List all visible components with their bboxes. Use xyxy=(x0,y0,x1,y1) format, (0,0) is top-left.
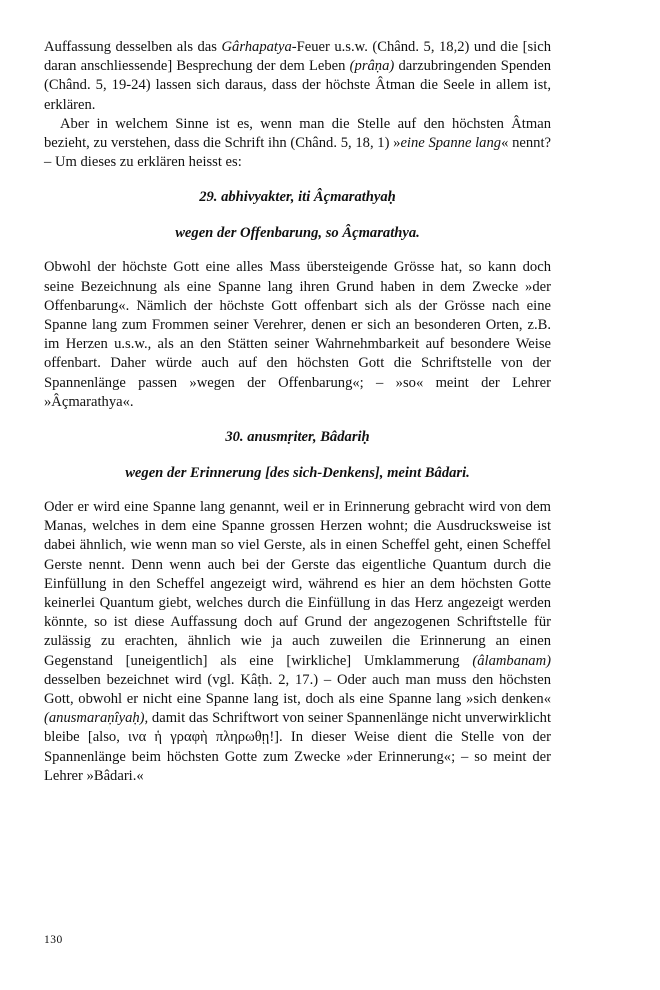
page-body xyxy=(44,38,551,786)
commentary-30 xyxy=(44,498,551,786)
italic-term: (prâṇa) xyxy=(349,58,395,75)
sutra-30-heading: 30. anusmṛiter, Bâdariḥ xyxy=(225,429,370,446)
sutra-29-translation: wegen der Offenbarung, so Âçmarathya. xyxy=(175,225,420,242)
text-run: damit das Schriftwort von seiner Spannenlänge nicht unverwirklicht bleibe [also, ινα ἡ γραφὴ πληρωθῃ!]. In dieser Weise dient die Stelle von der Spannenlänge beim höchsten Gotte zum Zwecke »der Erinnerung«; – so meint der Lehrer »Bâdari.« xyxy=(44,710,551,784)
italic-term: (âlambanam) xyxy=(472,652,551,669)
text-run: desselben bezeichnet wird (vgl. Kâṭh. 2, 17.) – Oder auch man muss den höchsten Gott, obwohl er nicht eine Spanne lang ist, doch als eine Spanne lang »sich denken« xyxy=(44,671,551,708)
text-run: « nennt? – Um dieses zu erklären heisst es: xyxy=(44,135,551,171)
italic-term: eine Spanne lang xyxy=(400,135,502,152)
text-run: Aber in welchem Sinne ist es, wenn man die Stelle auf den höchsten Âtman bezieht, zu verstehen, dass die Schrift ihn (Chând. 5, 18, 1) » xyxy=(44,115,551,152)
text-run: Oder er wird eine Spanne lang genannt, weil er in Erinnerung gebracht wird von dem Manas, welches in dem eine Spanne grossen Herzen wohnt; die Ausdrucksweise ist dabei ähnlich, wie wenn man so viel Gerste, als in einen Scheffel geht, einen Scheffel Gerste nennt. Denn wenn auch bei der Gerste das eigentliche Quantum durch die Einfüllung in den Scheffel angezeigt wird, während es hier an dem höchsten Gotte keinerlei Quantum giebt, welches durch die Einfüllung in das Herz angezeigt werden könnte, so ist diese Auffassung doch auf Grund der angezogenen Schriftstelle für zulässig zu erachten, ähnlich wie ja auch zuweilen die Erinnerung an einen Gegenstand [uneigentlich] als eine [wirkliche] Umklammerung xyxy=(44,499,551,669)
page-number: 130 xyxy=(44,934,63,946)
text-run: darzubringenden Spenden (Chând. 5, 19-24) lassen sich daraus, dass der höchste Âtman die Seele in allem ist, erklären. xyxy=(44,58,552,113)
text-run: -Feuer u.s.w. (Chând. 5, 18,2) und die [sich daran anschliessende] Besprechung der dem Leben xyxy=(44,39,552,75)
italic-term: Gârhapatya xyxy=(221,39,292,55)
sutra-30-translation: wegen der Erinnerung [des sich-Denkens], meint Bâdari. xyxy=(125,465,470,482)
sutra-29-heading: 29. abhivyakter, iti Âçmarathyaḥ xyxy=(199,189,396,206)
italic-term: (anusmaraṇîyaḥ), xyxy=(44,710,149,727)
paragraph-continuation xyxy=(44,38,551,115)
text-run: Auffassung desselben als das xyxy=(44,39,222,55)
commentary-29: Obwohl der höchste Gott eine alles Mass übersteigende Grösse hat, so kann doch seine Bezeichnung als eine Spanne lang ihren Grund haben in dem Zwecke »der Offenbarung«. Nämlich der höchste Gott offenbart sich als der Grösse nach eine Spanne lang zum Frommen seiner Verehrer, denen er sich an besonderen Orten, z.B. im Herzen u.s.w., als an den Stätten seiner Wahrnehmbarkeit auf besondere Weise offenbart. Daher würde auch auf den höchsten Gott die Schriftstelle von der Spannenlänge passen »wegen der Offenbarung«; – »so« meint der Lehrer »Âçmarathya«. xyxy=(44,259,551,410)
paragraph-question xyxy=(44,115,551,173)
